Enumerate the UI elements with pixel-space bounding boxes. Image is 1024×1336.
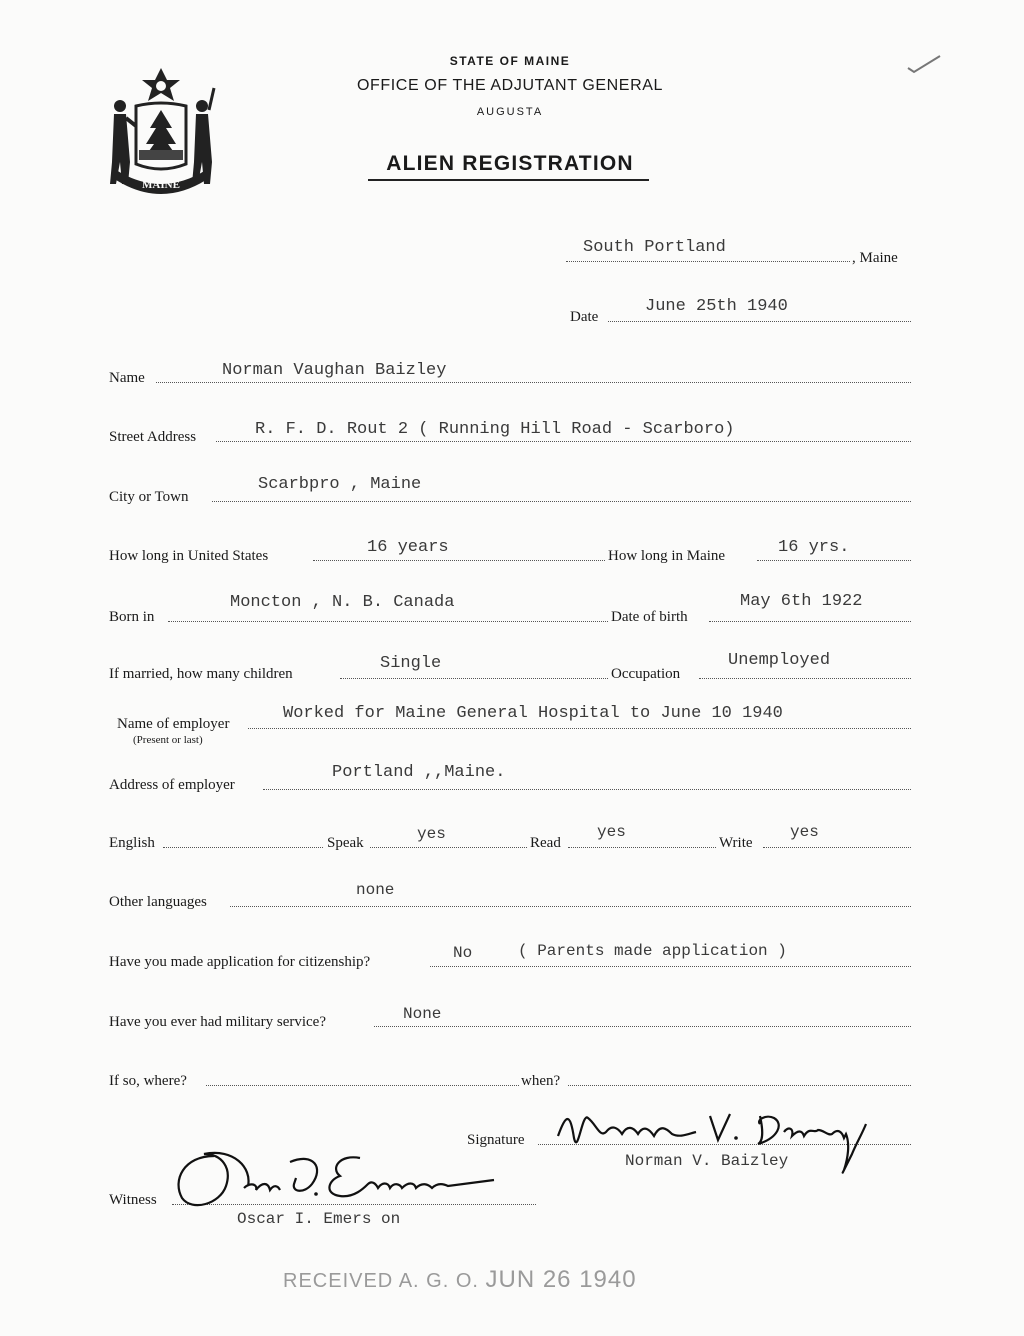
children-line (340, 677, 608, 679)
how-long-maine-line (757, 559, 911, 561)
english-line (163, 846, 323, 848)
write-label: Write (719, 835, 753, 851)
where-line (206, 1084, 519, 1086)
military-line (374, 1025, 911, 1027)
signature-typed: Norman V. Baizley (625, 1152, 789, 1170)
city-value: Scarbpro , Maine (258, 475, 422, 494)
name-value: Norman Vaughan Baizley (222, 361, 447, 380)
how-long-us-label: How long in United States (109, 548, 269, 564)
when-line (568, 1084, 911, 1086)
employer-line (248, 727, 911, 729)
born-in-line (168, 620, 608, 622)
citizenship-value: No (453, 944, 473, 962)
city-label: City or Town (109, 489, 189, 505)
how-long-maine-value: 16 yrs. (778, 538, 850, 557)
employer-address-line (263, 788, 911, 790)
read-label: Read (530, 835, 561, 851)
write-line (763, 846, 911, 848)
occupation-label: Occupation (611, 666, 681, 682)
street-value: R. F. D. Rout 2 ( Running Hill Road - Scarboro) (255, 420, 735, 439)
other-languages-label: Other languages (109, 894, 207, 910)
header-office: OFFICE OF THE ADJUTANT GENERAL (356, 77, 664, 94)
employer-address-value: Portland ,,Maine. (332, 763, 506, 782)
form-title: ALIEN REGISTRATION (386, 152, 634, 175)
place-line (566, 260, 850, 262)
employer-sublabel: (Present or last) (133, 734, 203, 746)
read-value: yes (597, 823, 626, 841)
occupation-value: Unemployed (728, 651, 831, 670)
employer-label: Name of employer (117, 716, 230, 732)
witness-label: Witness (109, 1192, 157, 1208)
military-label: Have you ever had military service? (109, 1014, 326, 1030)
date-of-birth-value: May 6th 1922 (740, 592, 863, 611)
speak-value: yes (417, 825, 446, 843)
citizenship-note: ( Parents made application ) (518, 942, 787, 960)
name-line (156, 381, 911, 383)
place-suffix: , Maine (852, 250, 898, 266)
stamp-prefix: RECEIVED A. G. O. (283, 1270, 479, 1292)
born-in-value: Moncton , N. B. Canada (230, 593, 455, 612)
date-of-birth-line (709, 620, 911, 622)
other-languages-value: none (356, 881, 395, 899)
check-mark-icon (906, 52, 942, 76)
english-label: English (109, 835, 155, 851)
how-long-us-line (313, 559, 605, 561)
header-state: STATE OF MAINE (449, 54, 571, 68)
citizenship-line (430, 965, 911, 967)
header-city: AUGUSTA (476, 106, 544, 118)
children-value: Single (380, 654, 442, 673)
date-value: June 25th 1940 (645, 297, 788, 316)
speak-line (370, 846, 527, 848)
received-stamp (283, 1266, 637, 1294)
speak-label: Speak (327, 835, 364, 851)
date-label: Date (570, 309, 599, 325)
signature-label: Signature (467, 1132, 525, 1148)
date-of-birth-label: Date of birth (611, 609, 688, 625)
how-long-us-value: 16 years (367, 538, 449, 557)
seal-text: MAINE (142, 179, 180, 191)
write-value: yes (790, 823, 819, 841)
other-languages-line (230, 905, 911, 907)
date-line (608, 320, 911, 322)
witness-typed: Oscar I. Emers on (237, 1210, 401, 1228)
title-underline (368, 179, 649, 181)
signature-handwriting (548, 1094, 908, 1184)
street-label: Street Address (109, 429, 197, 445)
read-line (568, 846, 716, 848)
military-value: None (403, 1005, 442, 1023)
place-value: South Portland (583, 238, 726, 257)
witness-handwriting (164, 1138, 504, 1218)
employer-address-label: Address of employer (109, 777, 235, 793)
children-label: If married, how many children (109, 666, 293, 682)
state-seal-icon (106, 66, 216, 198)
street-line (216, 440, 911, 442)
born-in-label: Born in (109, 609, 155, 625)
city-line (212, 500, 911, 502)
how-long-maine-label: How long in Maine (608, 548, 726, 564)
stamp-date: JUN 26 1940 (485, 1266, 637, 1293)
occupation-line (699, 677, 911, 679)
citizenship-label: Have you made application for citizenship? (109, 954, 371, 970)
name-label: Name (109, 370, 145, 386)
employer-value: Worked for Maine General Hospital to June 10 1940 (283, 704, 783, 723)
where-label: If so, where? (109, 1073, 187, 1089)
when-label: when? (521, 1073, 561, 1089)
